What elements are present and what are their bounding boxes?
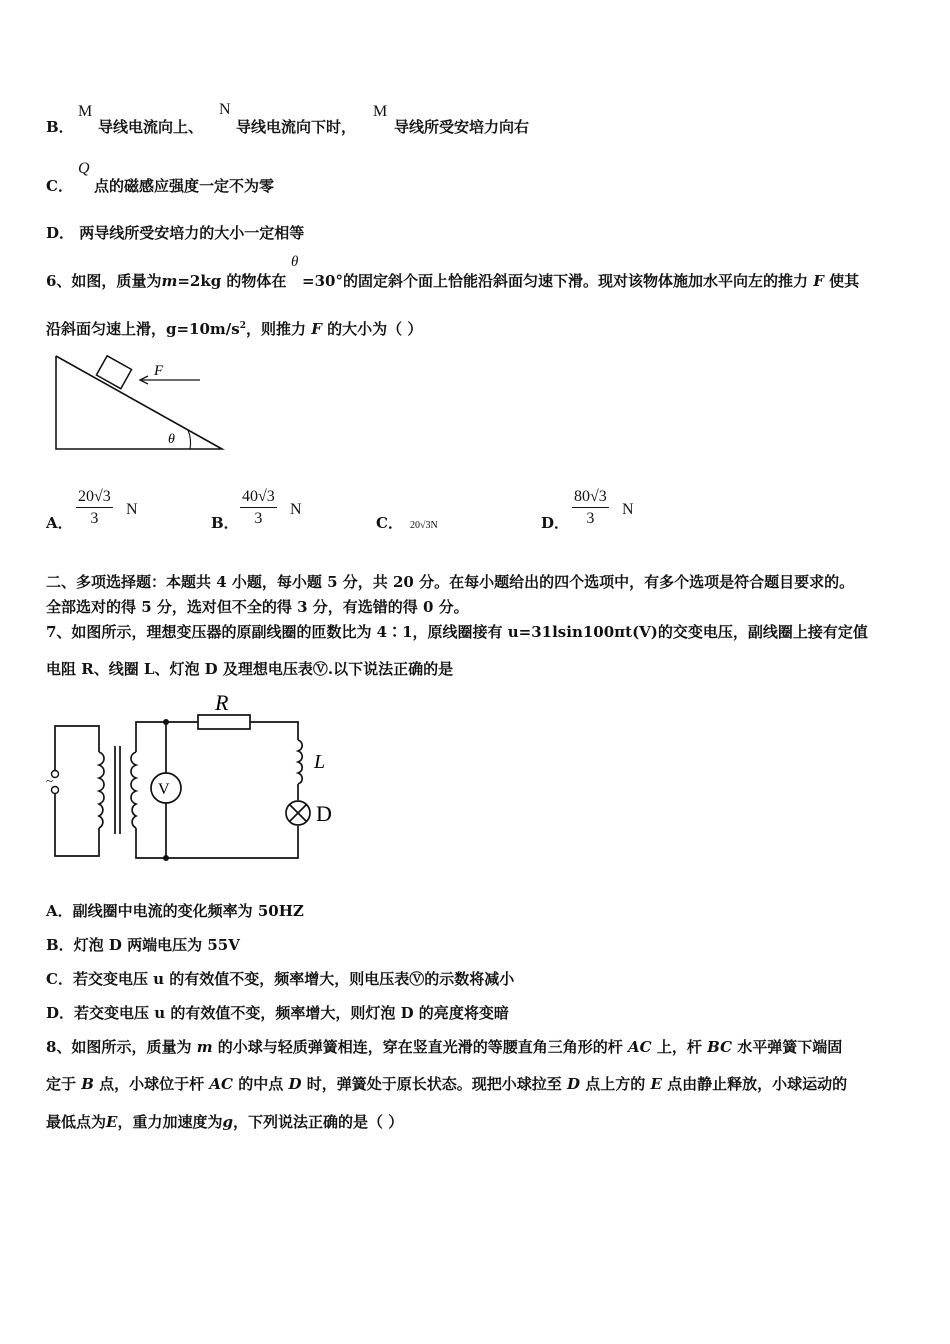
q6-option-a-fraction: $\frac{20√3}{3}$ [78, 488, 111, 527]
junction-top [163, 719, 169, 725]
q6-option-b-fraction: $\frac{40√3}{3}$ [242, 488, 275, 527]
q7-stem-line-1: 7、如图所示，理想变压器的原副线圈的匝数比为 4∶1，原线圈接有 u=31lsin100πt(V)的交变电压，副线圈上接有定值 [46, 623, 868, 641]
option-text: 两导线所受安培力的大小一定相等 [79, 224, 305, 242]
resistor-r [198, 715, 250, 729]
q6-option-d-unit: N [622, 501, 634, 518]
q6-option-d-fraction: $\frac{80√3}{3}$ [574, 488, 607, 527]
primary-coil [99, 752, 104, 828]
option-label: B． [46, 118, 74, 136]
q6-option-a-label[interactable]: A． [46, 514, 73, 532]
q5-c-text: 点的磁感应强度一定不为零 [94, 177, 275, 195]
q6-stem-line-2: 沿斜面匀速上滑，$g=10m/s^2$，则推力 F 的大小为（ ） [46, 320, 423, 338]
q7-option-d[interactable]: D．若交变电压 u 的有效值不变，频率增大，则灯泡 D 的亮度将变暗 [46, 1004, 509, 1022]
q6-stem-line-1b: =30°的固定斜个面上恰能沿斜面匀速下滑。现对该物体施加水平向左的推力 F 使其 [302, 272, 860, 290]
q7-option-c[interactable]: C．若交变电压 u 的有效值不变，频率增大，则电压表Ⓥ的示数将减小 [46, 970, 515, 988]
q7-option-b[interactable]: B．灯泡 D 两端电压为 55V [46, 936, 240, 954]
q7-option-a[interactable]: A．副线圈中电流的变化频率为 50HZ [46, 902, 304, 920]
q5-option-c[interactable] [46, 175, 73, 196]
force-label: F [154, 363, 164, 379]
symbol-n: N [219, 101, 231, 118]
option-label: C． [46, 177, 73, 195]
lamp-label: D [316, 801, 332, 826]
q5-b-text-3: 导线所受安培力向右 [394, 118, 530, 136]
q8-stem-line-2: 定于 B 点，小球位于杆 AC 的中点 D 时，弹簧处于原长状态。现把小球拉至 D 点上方的 E 点由静止释放，小球运动的 [46, 1075, 848, 1093]
q5-option-b[interactable] [46, 116, 74, 137]
q5-b-text-2: 导线电流向下时， [236, 118, 357, 136]
option-label: D． [46, 224, 75, 242]
section-2-heading: 二、多项选择题：本题共 4 小题，每小题 5 分，共 20 分。在每小题给出的四个选项中，有多个选项是符合题目要求的。 [46, 573, 855, 591]
q6-stem-line-1: 6、如图，质量为m=2kg 的物体在 [46, 272, 287, 290]
inductor-l [298, 740, 302, 784]
q7-stem-line-2: 电阻 R、线圈 L、灯泡 D 及理想电压表Ⓥ.以下说法正确的是 [46, 660, 454, 678]
resistor-label: R [215, 690, 229, 715]
q6-option-a-unit: N [126, 501, 138, 518]
incline-triangle [56, 356, 222, 449]
secondary-coil [131, 752, 136, 828]
q8-stem-line-3: 最低点为E，重力加速度为g，下列说法正确的是（ ） [46, 1113, 404, 1131]
section-2-instructions: 全部选对的得 5 分，选对但不全的得 3 分，有选错的得 0 分。 [46, 598, 469, 616]
angle-arc [188, 430, 191, 449]
q5-option-d[interactable] [46, 222, 304, 243]
symbol-m: M [78, 103, 93, 120]
angle-label: θ [168, 432, 175, 447]
q6-option-d-label[interactable]: D． [541, 514, 570, 532]
q6-option-b-unit: N [290, 501, 302, 518]
symbol-q: Q [78, 160, 90, 177]
symbol-theta: θ [291, 254, 299, 270]
q6-option-c-value: 20√3N [410, 520, 438, 531]
ac-source-symbol: ~ [46, 773, 54, 788]
q5-b-text-1: 导线电流向上、 [98, 118, 204, 136]
q8-stem-line-1: 8、如图所示，质量为 m 的小球与轻质弹簧相连，穿在竖直光滑的等腰直角三角形的杆 AC 上，杆 BC 水平弹簧下端固 [46, 1038, 843, 1056]
q7-circuit-figure [40, 688, 350, 866]
q6-incline-figure [50, 352, 230, 456]
inductor-label: L [314, 751, 326, 773]
voltmeter-label: V [158, 781, 170, 798]
symbol-m: M [373, 103, 388, 120]
q6-option-c-label[interactable]: C． [376, 514, 403, 532]
q6-option-b-label[interactable]: B． [211, 514, 239, 532]
block [96, 356, 131, 389]
junction-bottom [163, 855, 169, 861]
